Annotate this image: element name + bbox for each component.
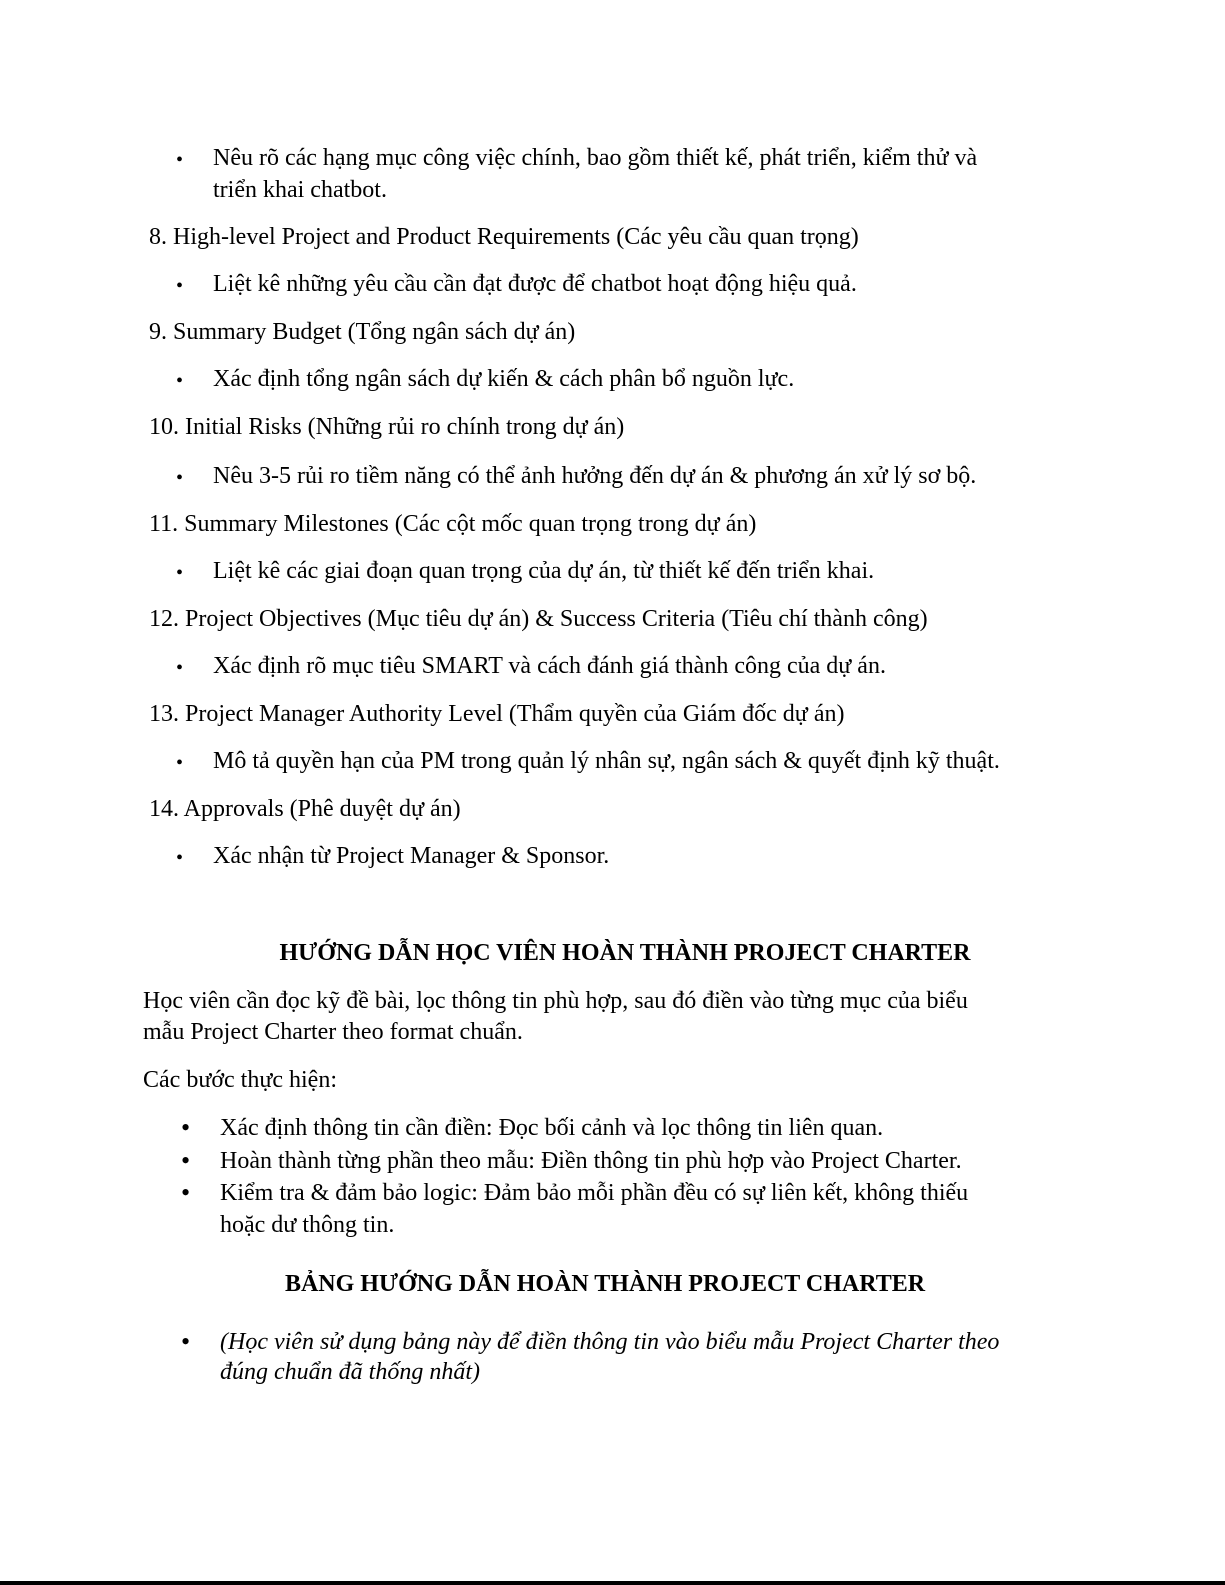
table-guide-note: (Học viên sử dụng bảng này để điền thông tin vào biểu mẫu Project Charter theo	[220, 1329, 1000, 1355]
bullet-marker: •	[176, 275, 184, 297]
page-bottom-rule	[0, 1581, 1225, 1585]
step-bullet-marker: •	[181, 1113, 191, 1142]
section-heading: 8. High-level Project and Product Requirements (Các yêu cầu quan trọng)	[149, 224, 859, 250]
bullet-marker: •	[176, 562, 184, 584]
bullet-text: Liệt kê các giai đoạn quan trọng của dự án, từ thiết kế đến triển khai.	[213, 558, 875, 584]
bullet-text: Xác định rõ mục tiêu SMART và cách đánh giá thành công của dự án.	[213, 653, 886, 679]
bullet-text: Xác định tổng ngân sách dự kiến & cách phân bổ nguồn lực.	[213, 366, 795, 392]
bullet-text: Nêu rõ các hạng mục công việc chính, bao gồm thiết kế, phát triển, kiểm thử và	[213, 145, 978, 171]
bullet-text: Xác nhận từ Project Manager & Sponsor.	[213, 843, 610, 869]
step-text: Xác định thông tin cần điền: Đọc bối cảnh và lọc thông tin liên quan.	[220, 1115, 884, 1141]
bullet-text: triển khai chatbot.	[213, 177, 387, 203]
section-heading: 13. Project Manager Authority Level (Thẩm quyền của Giám đốc dự án)	[149, 701, 845, 727]
table-guide-note: đúng chuẩn đã thống nhất)	[220, 1359, 480, 1385]
guide-title: HƯỚNG DẪN HỌC VIÊN HOÀN THÀNH PROJECT CHARTER	[279, 940, 971, 966]
guide-intro-line: Học viên cần đọc kỹ đề bài, lọc thông tin phù hợp, sau đó điền vào từng mục của biểu	[143, 988, 968, 1014]
step-text: hoặc dư thông tin.	[220, 1212, 395, 1238]
bullet-text: Mô tả quyền hạn của PM trong quản lý nhân sự, ngân sách & quyết định kỹ thuật.	[213, 748, 1000, 774]
table-guide-title: BẢNG HƯỚNG DẪN HOÀN THÀNH PROJECT CHARTER	[284, 1271, 926, 1297]
note-bullet-marker: •	[181, 1327, 191, 1356]
section-heading: 11. Summary Milestones (Các cột mốc quan trọng trong dự án)	[149, 511, 757, 537]
bullet-marker: •	[176, 847, 184, 869]
step-bullet-marker: •	[181, 1146, 191, 1175]
bullet-text: Nêu 3-5 rủi ro tiềm năng có thể ảnh hưởng đến dự án & phương án xử lý sơ bộ.	[213, 463, 977, 489]
section-heading: 14. Approvals (Phê duyệt dự án)	[149, 796, 461, 822]
bullet-marker: •	[176, 657, 184, 679]
step-text: Kiểm tra & đảm bảo logic: Đảm bảo mỗi phần đều có sự liên kết, không thiếu	[220, 1180, 969, 1206]
bullet-text: Liệt kê những yêu cầu cần đạt được để chatbot hoạt động hiệu quả.	[213, 271, 857, 297]
bullet-marker: •	[176, 370, 184, 392]
bullet-marker: •	[176, 149, 184, 171]
step-text: Hoàn thành từng phần theo mẫu: Điền thông tin phù hợp vào Project Charter.	[220, 1148, 962, 1174]
step-bullet-marker: •	[181, 1178, 191, 1207]
bullet-marker: •	[176, 467, 184, 489]
guide-intro-line: mẫu Project Charter theo format chuẩn.	[143, 1019, 523, 1045]
bullet-marker: •	[176, 752, 184, 774]
section-heading: 12. Project Objectives (Mục tiêu dự án) & Success Criteria (Tiêu chí thành công)	[149, 606, 928, 632]
section-heading: 10. Initial Risks (Những rủi ro chính trong dự án)	[149, 414, 625, 440]
section-heading: 9. Summary Budget (Tổng ngân sách dự án)	[149, 319, 576, 345]
steps-label: Các bước thực hiện:	[143, 1067, 337, 1093]
